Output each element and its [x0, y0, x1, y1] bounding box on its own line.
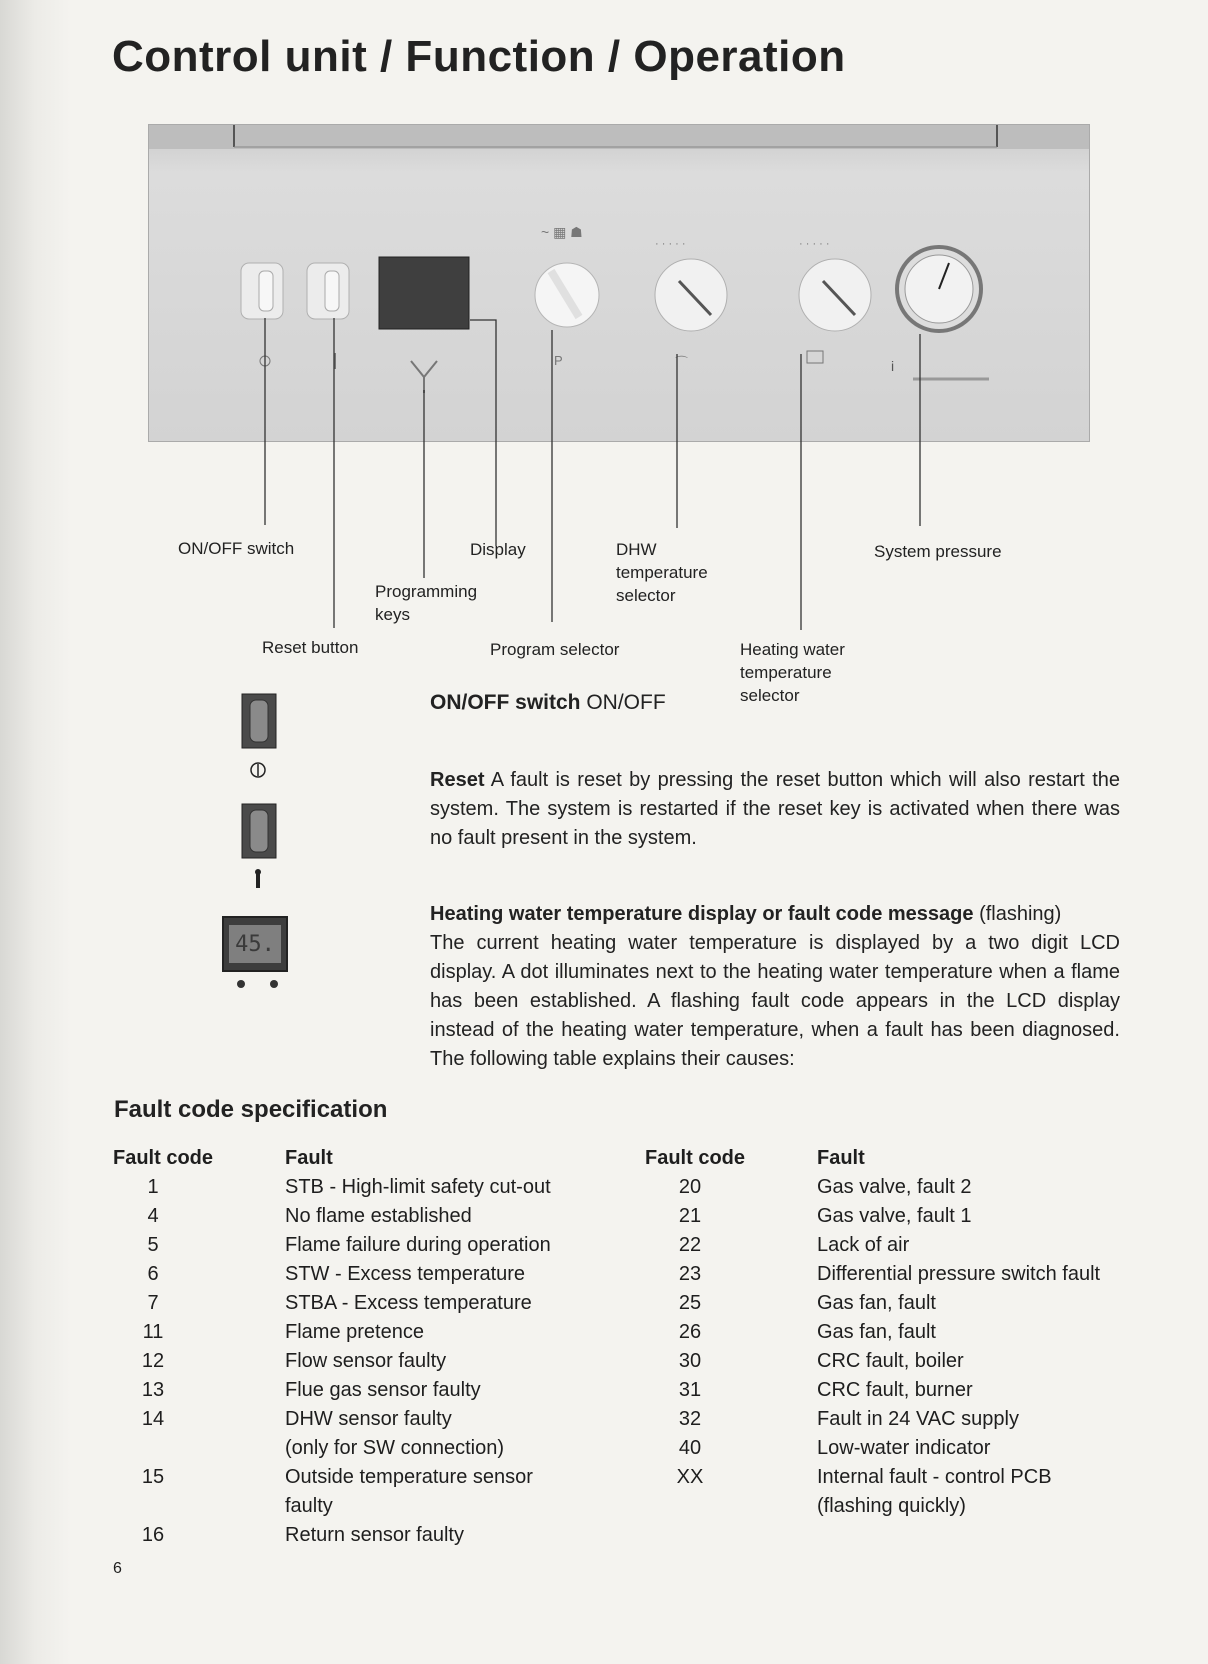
fault-row: [645, 1405, 1100, 1434]
col-header-code: Fault code: [113, 1147, 214, 1169]
svg-text:⌒: ⌒: [675, 355, 689, 370]
fault-row: [645, 1231, 1100, 1260]
fault-description: Gas valve, fault 2: [817, 1176, 972, 1198]
fault-description: Fault in 24 VAC supply: [817, 1408, 1019, 1430]
fault-description: Gas fan, fault: [817, 1292, 936, 1314]
fault-code: 32: [678, 1408, 702, 1430]
fault-code: 7: [147, 1292, 159, 1314]
fault-row: [645, 1260, 1100, 1289]
fault-description: Flame failure during operation: [285, 1234, 551, 1256]
page-title: Control unit / Function / Operation: [112, 32, 846, 81]
fault-code: 21: [678, 1205, 702, 1227]
fault-row: [113, 1231, 551, 1260]
reset-text: A fault is reset by pressing the reset button which will also restart the system. The system is restarted if the reset key is activated when there was no fault present in the system.: [430, 769, 1120, 849]
fault-description: Outside temperature sensor faulty: [285, 1466, 533, 1517]
fault-table-right: [645, 1144, 1100, 1521]
label-on-off-switch: ON/OFF switch: [178, 539, 295, 558]
control-panel-illustration: [149, 125, 1089, 441]
lcd-dots-icon: [222, 972, 284, 992]
reset-section: [430, 766, 1120, 853]
fault-row: [113, 1289, 551, 1318]
fault-code: 25: [678, 1292, 702, 1314]
svg-text:~ ▦ ☗: ~ ▦ ☗: [541, 224, 583, 240]
fault-table-left: [113, 1144, 551, 1550]
label-heating-selector: Heating water temperature selector: [740, 640, 845, 705]
fault-row: [113, 1173, 551, 1202]
col-header-fault: Fault: [817, 1147, 865, 1169]
fault-description: Differential pressure switch fault: [817, 1263, 1101, 1285]
fault-code: 20: [678, 1176, 702, 1198]
svg-text:· · · · ·: · · · · ·: [655, 238, 686, 250]
fault-code: 40: [678, 1437, 702, 1459]
fault-row: [645, 1289, 1100, 1318]
fault-description: DHW sensor faulty (only for SW connection): [285, 1408, 504, 1459]
col-header-fault: Fault: [285, 1147, 333, 1169]
control-panel-photo: [148, 124, 1090, 442]
lcd-display-icon: [222, 916, 288, 997]
onoff-heading: ON/OFF switch: [430, 691, 581, 714]
fault-row: [645, 1376, 1100, 1405]
fault-row: [113, 1202, 551, 1231]
fault-code: 13: [141, 1379, 165, 1401]
onoff-text: ON/OFF: [580, 691, 666, 714]
fault-description: Gas valve, fault 1: [817, 1205, 972, 1227]
fault-row: [645, 1434, 1100, 1463]
fault-description: No flame established: [285, 1205, 472, 1227]
fault-code: 12: [141, 1350, 165, 1372]
label-reset-button: Reset button: [262, 638, 359, 657]
fault-row: [645, 1173, 1100, 1202]
fault-code: 23: [678, 1263, 702, 1285]
fault-row: [113, 1521, 551, 1550]
fault-row: [113, 1463, 551, 1521]
col-header-code: Fault code: [645, 1147, 746, 1169]
fault-code: 14: [141, 1408, 165, 1430]
label-display: Display: [470, 540, 526, 559]
heating-display-heading: Heating water temperature display or fault code message: [430, 903, 974, 925]
label-program-selector: Program selector: [490, 640, 620, 659]
fault-row: [113, 1376, 551, 1405]
fault-row: [113, 1347, 551, 1376]
on-off-switch-icon: [240, 692, 280, 789]
fault-row: [645, 1347, 1100, 1376]
svg-text:· · · · ·: · · · · ·: [799, 238, 830, 250]
fault-description: Flow sensor faulty: [285, 1350, 447, 1372]
fault-code: 26: [678, 1321, 702, 1343]
heating-display-text: The current heating water temperature is displayed by a two digit LCD display. A dot illuminates next to the heating water temperature when a flame has been established. A flashing fault code appears in the LCD display instead of the heating water temperature, when a fault has been diagnosed. The following table explains their causes:: [430, 932, 1120, 1070]
fault-code: 6: [147, 1263, 159, 1285]
fault-row: [645, 1318, 1100, 1347]
fault-description: Low-water indicator: [817, 1437, 991, 1459]
fault-row: [645, 1463, 1100, 1521]
fault-description: Lack of air: [817, 1234, 910, 1256]
reset-switch-photo: [307, 263, 349, 319]
fault-code: 30: [678, 1350, 702, 1372]
page-edge-shadow: [0, 0, 70, 1664]
reset-heading: Reset: [430, 769, 485, 791]
fault-description: Flue gas sensor faulty: [285, 1379, 481, 1401]
fault-description: STBA - Excess temperature: [285, 1292, 532, 1314]
fault-code: 4: [147, 1205, 159, 1227]
page-number: 6: [113, 1560, 122, 1577]
fault-description: STB - High-limit safety cut-out: [285, 1176, 551, 1198]
display-photo: [379, 257, 469, 329]
fault-code: 31: [678, 1379, 702, 1401]
fault-description: STW - Excess temperature: [285, 1263, 526, 1285]
fault-row: [113, 1405, 551, 1463]
fault-code: 5: [147, 1234, 159, 1256]
fault-description: Gas fan, fault: [817, 1321, 936, 1343]
fault-row: [645, 1202, 1100, 1231]
onoff-section: [430, 688, 1120, 717]
svg-text:P: P: [554, 353, 563, 368]
reset-button-icon: [240, 802, 280, 899]
fault-description: CRC fault, boiler: [817, 1350, 964, 1372]
fault-code: 22: [678, 1234, 702, 1256]
label-dhw-selector: DHW temperature selector: [616, 540, 708, 605]
fault-row: [113, 1260, 551, 1289]
fault-description: Flame pretence: [285, 1321, 424, 1343]
fault-code: 11: [142, 1321, 164, 1343]
fault-description: CRC fault, burner: [817, 1379, 973, 1401]
heating-display-section: [430, 900, 1120, 1074]
heating-display-suffix: (flashing): [973, 903, 1062, 925]
fault-code: 16: [141, 1524, 165, 1546]
on-off-switch-photo: [241, 263, 283, 319]
fault-description: Return sensor faulty: [285, 1524, 464, 1546]
fault-row: [113, 1318, 551, 1347]
fault-code: XX: [676, 1466, 704, 1488]
label-system-pressure: System pressure: [874, 542, 1002, 561]
lcd-value: 45.: [229, 925, 281, 963]
fault-description: Internal fault - control PCB (flashing quickly): [817, 1466, 1052, 1517]
svg-text:i: i: [891, 358, 895, 374]
fault-code: 1: [147, 1176, 159, 1198]
label-programming-keys: Programming keys: [375, 582, 478, 624]
fault-table-title: Fault code specification: [114, 1096, 388, 1123]
fault-code: 15: [141, 1466, 165, 1488]
